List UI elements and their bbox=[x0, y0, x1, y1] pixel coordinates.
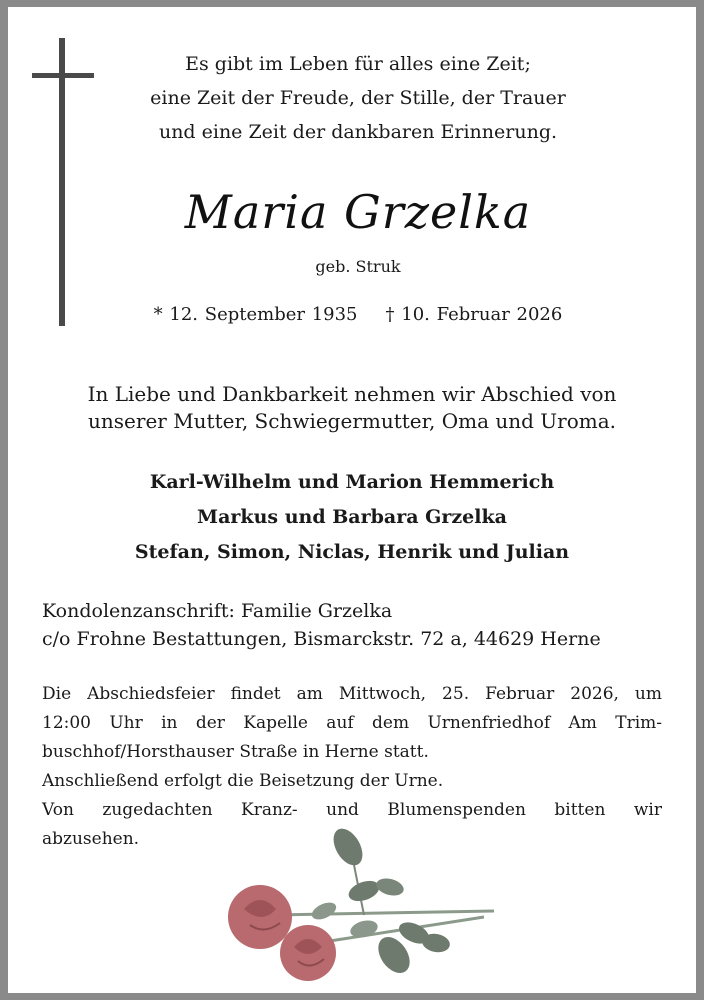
cross-icon bbox=[59, 38, 65, 326]
ceremony-line: buschhof/Horsthauser Straße in Herne statt. bbox=[42, 742, 429, 762]
motto-line: und eine Zeit der dankbaren Erinnerung. bbox=[158, 121, 558, 143]
ceremony-line: Die Abschiedsfeier findet am Mittwoch, 25. Februar 2026, um bbox=[42, 684, 662, 704]
cross-icon-bar bbox=[32, 73, 94, 78]
motto-line: eine Zeit der Freude, der Stille, der Trauer bbox=[150, 87, 566, 109]
roses-icon bbox=[214, 825, 504, 985]
birth-date: * 12. September 1935 bbox=[153, 304, 358, 325]
ceremony-line: abzusehen. bbox=[42, 829, 140, 849]
condolence-address bbox=[42, 597, 672, 653]
maiden-name: geb. Struk bbox=[315, 257, 401, 276]
ceremony-line: 12:00 Uhr in der Kapelle auf dem Urnenfriedhof Am Trim- bbox=[42, 713, 662, 733]
condolence-line: Kondolenzanschrift: Familie Grzelka bbox=[42, 600, 393, 622]
condolence-line: c/o Frohne Bestattungen, Bismarckstr. 72 a, 44629 Herne bbox=[42, 628, 601, 650]
motto bbox=[98, 47, 618, 149]
deceased-name: Maria Grzelka bbox=[184, 185, 532, 239]
death-date: † 10. Februar 2026 bbox=[385, 304, 563, 325]
motto-line: Es gibt im Leben für alles eine Zeit; bbox=[185, 53, 531, 75]
family-line: Markus und Barbara Grzelka bbox=[197, 506, 507, 528]
ceremony-line: Anschließend erfolgt die Beisetzung der Urne. bbox=[42, 771, 444, 791]
obituary-page bbox=[8, 7, 696, 993]
farewell-line: In Liebe und Dankbarkeit nehmen wir Abschied von bbox=[87, 382, 617, 406]
family-line: Stefan, Simon, Niclas, Henrik und Julian bbox=[134, 541, 570, 563]
farewell-text bbox=[28, 381, 676, 435]
ceremony-line: Von zugedachten Kranz- und Blumenspenden bitten wir bbox=[42, 800, 662, 820]
life-dates bbox=[98, 304, 618, 325]
family-names bbox=[28, 465, 676, 570]
farewell-line: unserer Mutter, Schwiegermutter, Oma und Uroma. bbox=[88, 409, 616, 433]
family-line: Karl-Wilhelm und Marion Hemmerich bbox=[149, 471, 555, 493]
